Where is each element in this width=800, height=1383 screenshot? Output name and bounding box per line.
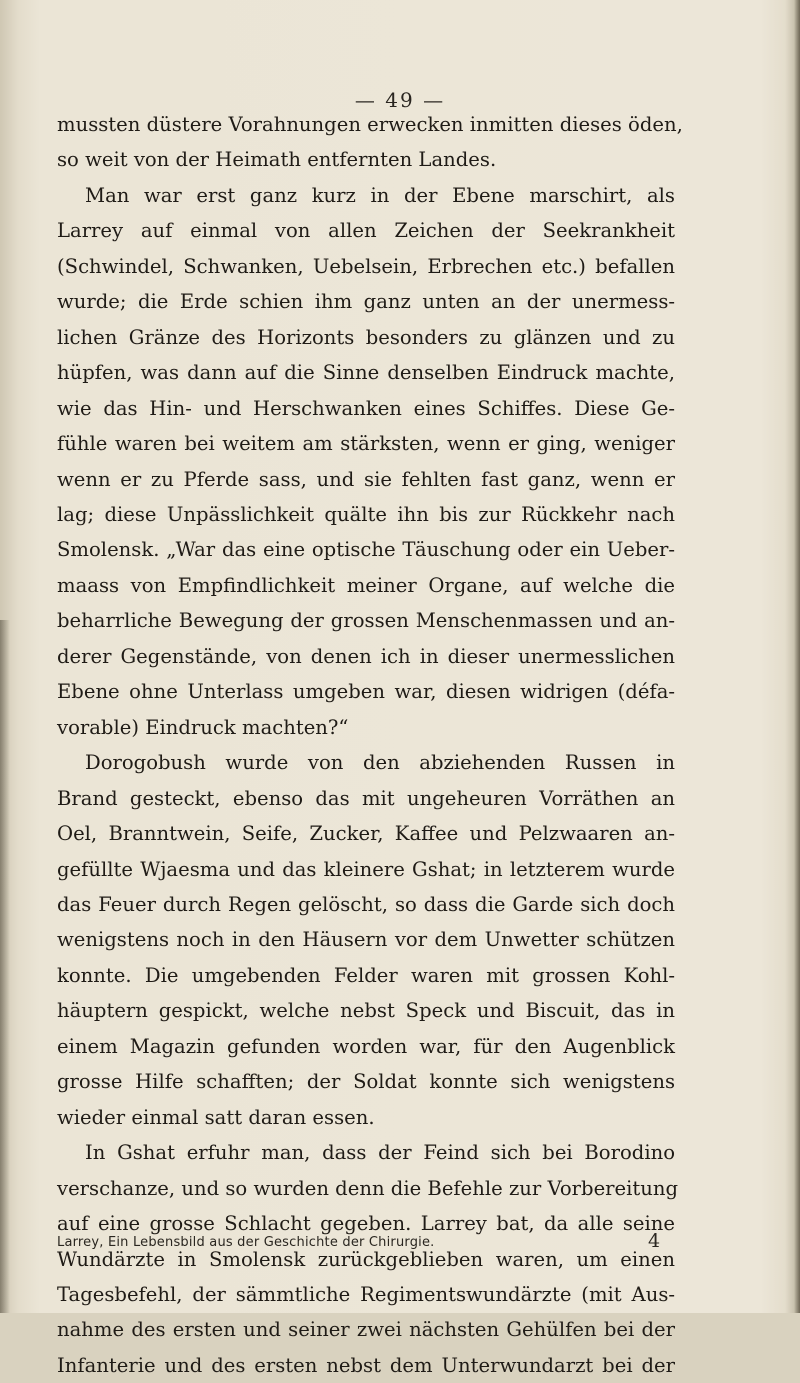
text-line: fühle waren bei weitem am stärksten, wenn er ging, weniger <box>57 432 675 456</box>
text-line: das Feuer durch Regen gelöscht, so dass die Garde sich doch <box>57 892 675 916</box>
text-line: verschanze, und so wurden denn die Befehle zur Vorbereitung <box>57 1176 679 1200</box>
text-line: Dorogobush wurde von den abziehenden Russen in <box>85 751 675 775</box>
page-edge-shadow-right <box>794 0 800 1313</box>
text-line: konnte. Die umgebenden Felder waren mit grossen Kohl- <box>57 963 675 987</box>
text-line: so weit von der Heimath entfernten Landes. <box>57 148 497 172</box>
text-line: wie das Hin- und Herschwanken eines Schiffes. Diese Ge- <box>57 396 675 420</box>
footer-signature-mark: 4 <box>648 1230 661 1252</box>
text-line: wenn er zu Pferde sass, und sie fehlten fast ganz, wenn er <box>57 467 675 491</box>
text-line: auf eine grosse Schlacht gegeben. Larrey bat, da alle seine <box>57 1212 675 1236</box>
text-line: wenigstens noch in den Häusern vor dem Unwetter schützen <box>57 928 675 952</box>
text-line: wurde; die Erde schien ihm ganz unten an der unermess- <box>57 290 675 314</box>
text-line: Larrey auf einmal von allen Zeichen der Seekrankheit <box>57 219 675 243</box>
text-line: Man war erst ganz kurz in der Ebene marschirt, als <box>85 183 675 207</box>
text-line: lag; diese Unpässlichkeit quälte ihn bis zur Rückkehr nach <box>57 502 675 526</box>
text-line: gefüllte Wjaesma und das kleinere Gshat; in letzterem wurde <box>57 857 675 881</box>
text-line: Tagesbefehl, der sämmtliche Regimentswundärzte (mit Aus- <box>57 1282 675 1306</box>
text-line: maass von Empfindlichkeit meiner Organe, auf welche die <box>57 573 675 597</box>
page-number-header: — 49 — <box>354 88 446 112</box>
body-text <box>57 107 683 1383</box>
text-line: häuptern gespickt, welche nebst Speck und Biscuit, das in <box>57 999 675 1023</box>
text-line: Wundärzte in Smolensk zurückgeblieben waren, um einen <box>57 1247 675 1271</box>
text-line: grosse Hilfe schafften; der Soldat konnte sich wenigstens <box>57 1070 675 1094</box>
text-line: vorable) Eindruck machten?“ <box>57 715 349 739</box>
page-edge-shadow-left <box>0 620 10 1313</box>
text-line: lichen Gränze des Horizonts besonders zu glänzen und zu <box>57 325 675 349</box>
text-line: (Schwindel, Schwanken, Uebelsein, Erbrechen etc.) befallen <box>57 254 675 278</box>
text-line: mussten düstere Vorahnungen erwecken inmitten dieses öden, <box>57 113 683 136</box>
text-line: In Gshat erfuhr man, dass der Feind sich bei Borodino <box>85 1141 675 1165</box>
text-line: Ebene ohne Unterlass umgeben war, diesen widrigen (défa- <box>57 680 675 704</box>
text-line: Smolensk. „War das eine optische Täuschung oder ein Ueber- <box>57 538 675 562</box>
text-line: nahme des ersten und seiner zwei nächsten Gehülfen bei der <box>57 1318 675 1342</box>
text-line: wieder einmal satt daran essen. <box>57 1105 375 1129</box>
text-line: Brand gesteckt, ebenso das mit ungeheuren Vorräthen an <box>57 786 675 810</box>
text-line: Oel, Branntwein, Seife, Zucker, Kaffee und Pelzwaaren an- <box>57 822 675 846</box>
text-line: hüpfen, was dann auf die Sinne denselben Eindruck machte, <box>57 361 675 385</box>
text-line: einem Magazin gefunden worden war, für den Augenblick <box>57 1034 675 1058</box>
text-line: derer Gegenstände, von denen ich in dieser unermesslichen <box>57 644 675 668</box>
footer-running-title: Larrey, Ein Lebensbild aus der Geschichte der Chirurgie. <box>57 1235 435 1250</box>
text-line: beharrliche Bewegung der grossen Menschenmassen und an- <box>57 609 675 633</box>
text-line: Infanterie und des ersten nebst dem Unterwundarzt bei der <box>57 1353 675 1377</box>
